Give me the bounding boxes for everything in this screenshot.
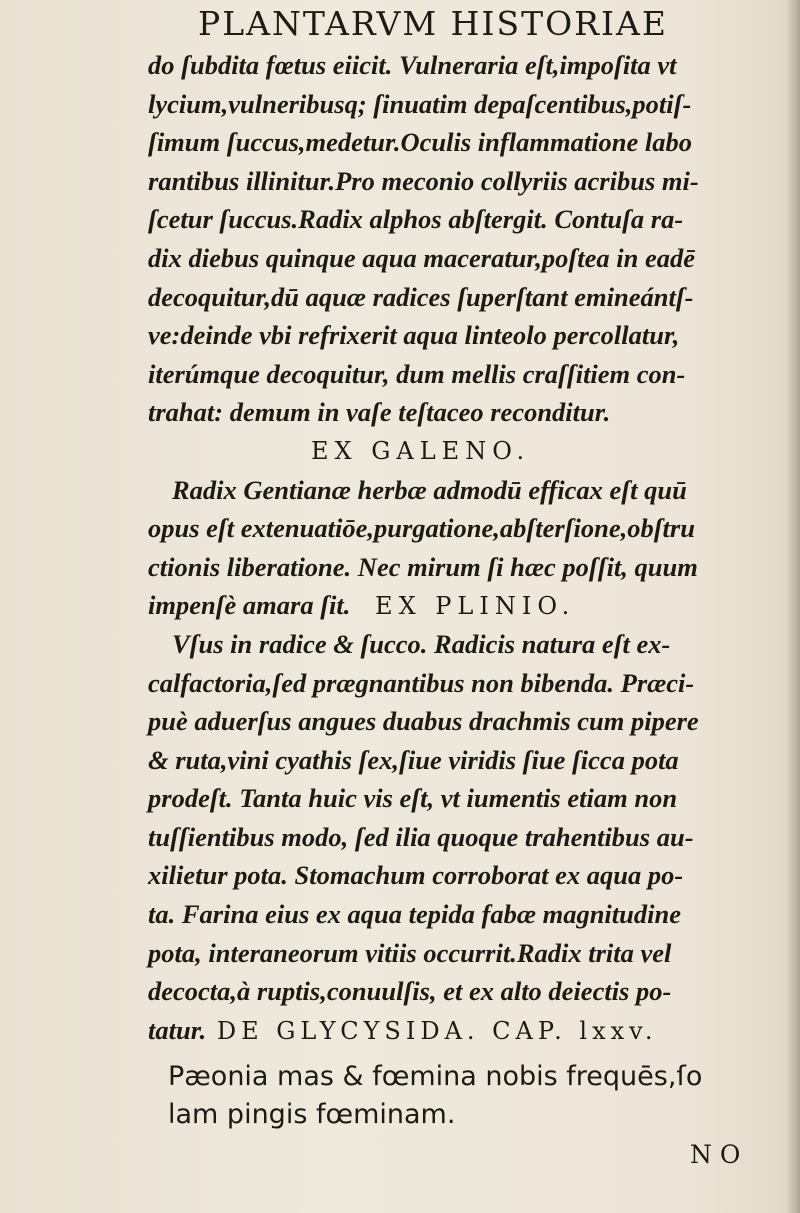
text-line: ctionis liberatione. Nec mirum ſi hæc poſſit, quum [148,551,698,582]
text-line: prodeſt. Tanta huic vis eſt, vt iumentis etiam non [148,783,678,814]
text-line: decoquitur,dū aquæ radices ſuperſtant emineántſ- [148,281,694,312]
text-line: xilietur pota. Stomachum corroborat ex aqua po- [148,860,684,891]
text-fragment: impenſè amara ſit. [148,590,351,621]
text-line: decocta,à ruptis,conuulſis, et ex alto deiectis po- [148,976,672,1007]
text-line: opus eſt extenuatiōe,purgatione,abſterſione,obſtru [148,513,695,544]
text-line: lycium,vulneribusq; ſinuatim depaſcentibus,potiſ- [148,88,692,119]
roman-text-block [168,1058,788,1134]
text-line: trahat: demum in vaſe teſtaceo reconditur. [148,397,611,428]
text-fragment: tatur. [148,1014,207,1045]
text-line: & ruta,vini cyathis ſex,ſiue viridis ſiue ſicca pota [148,744,679,775]
text-line: do ſubdita fœtus eiicit. Vulneraria eſt,impoſita vt [148,50,677,80]
text-line: pota, interaneorum vitiis occurrit.Radix trita vel [148,937,672,968]
text-line: ſcetur ſuccus.Radix alphos abſtergit. Contuſa ra- [148,204,684,235]
text-line: puè aduerſus angues duabus drachmis cum pipere [148,706,699,737]
text-line: calfactoria,ſed prægnantibus non bibenda. Præci- [148,667,695,698]
text-line: ve:deinde vbi refrixerit aqua linteolo percollatur, [148,320,680,351]
running-head: PLANTARVM HISTORIAE [198,4,668,43]
text-line-with-heading [148,1011,788,1050]
chapter-heading-glycysida: DE GLYCYSIDA. CAP. lxxv. [216,1016,658,1045]
text-line: iterúmque decoquitur, dum mellis craſſitiem con- [148,358,686,389]
text-line: Vſus in radice & ſucco. Radicis natura eſt ex- [172,628,671,659]
text-line: tuſſientibus modo, ſed ilia quoque trahentibus au- [148,821,694,852]
section-heading-plinio: EX PLINIO. [375,592,576,621]
text-line-with-heading [148,586,788,625]
body-text [148,46,788,1049]
text-line: ta. Farina eius ex aqua tepida fabæ magnitudine [148,899,682,930]
text-line: lam pingis fœminam. [168,1099,456,1130]
text-line: Pæonia mas & fœmina nobis frequēs,ſo [168,1061,703,1092]
text-line: rantibus illinitur.Pro meconio collyriis acribus mi- [148,165,699,196]
text-line: Radix Gentianæ herbæ admodū efficax eſt quū [172,474,687,505]
text-line: dix diebus quinque aqua maceratur,poſtea in eadē [148,242,695,273]
text-line: ſimum ſuccus,medetur.Oculis inflammatione labo [148,127,693,158]
page-edge-shadow [786,0,800,1213]
signature-mark: N O [690,1140,741,1169]
section-heading-galeno: EX GALENO. [311,436,531,465]
